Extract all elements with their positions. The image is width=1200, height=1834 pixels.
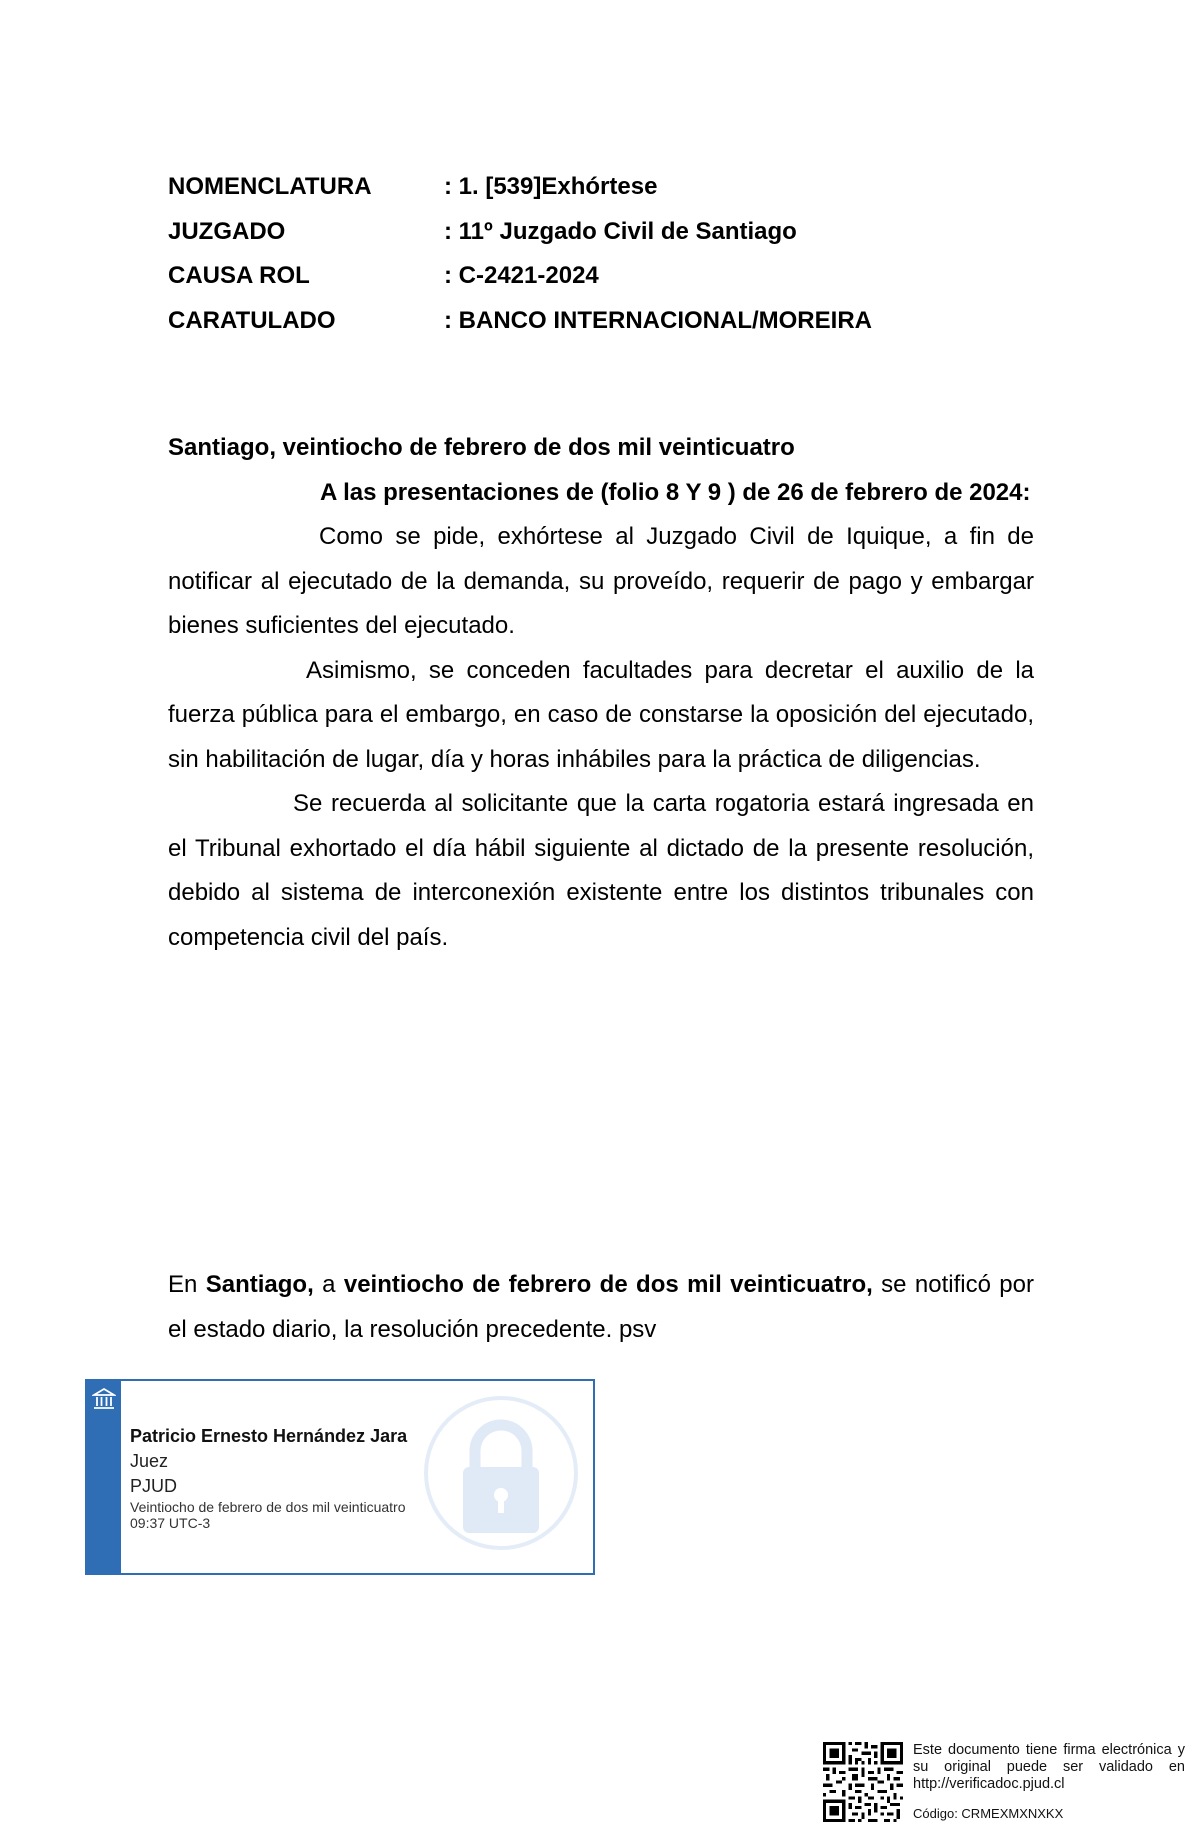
qr-code-icon [823,1742,903,1822]
header-value: : BANCO INTERNACIONAL/MOREIRA [444,306,872,334]
signer-role: Juez [130,1451,169,1471]
verification-code: Código: CRMEXMXNXKX [913,1806,1064,1821]
verification-note: Este documento tiene firma electrónica y su original puede ser validado en http://verificadoc.pjud.cl [913,1742,1185,1792]
header-value: : 1. [539]Exhórtese [444,173,658,201]
resolution-paragraph-2: Asimismo, se conceden facultades para decretar el auxilio de la fuerza pública para el embargo, en caso de constarse la oposición del ejecutado, sin habilitación de lugar, día y horas inhábiles para la práctica de diligencias. [168,656,1034,773]
header-label: NOMENCLATURA [168,173,372,201]
header-row-caratulado [168,299,1068,344]
resolution-date: Santiago, veintiocho de febrero de dos mil veinticuatro [168,434,795,461]
notification-middle: a [313,1271,344,1298]
signer-institution: PJUD [130,1476,178,1496]
notification-city: Santiago, [205,1271,314,1298]
electronic-signature-box [85,1379,595,1575]
signature-details [130,1423,407,1531]
notification-date: veintiocho de febrero de dos mil veinticuatro, [343,1271,873,1298]
header-row-nomenclatura [168,165,1068,210]
resolution-paragraph-3: Se recuerda al solicitante que la carta rogatoria estará ingresada en el Tribunal exhortado el día hábil siguiente al dictado de la presente resolución, debido al sistema de interconexión existente entre los distintos tribunales con competencia civil del país. [168,790,1034,951]
notification-paragraph [168,1262,1034,1352]
notification-suffix: se notificó por el estado diario, la resolución precedente. psv [168,1271,1034,1343]
resolution-body [168,426,1034,960]
notification-prefix: En [168,1271,206,1298]
signature-side-bar [87,1381,121,1573]
header-label: CARATULADO [168,306,336,334]
signature-date: Veintiocho de febrero de dos mil veinticuatro [130,1499,406,1515]
header-row-causa-rol [168,254,1068,299]
resolution-paragraph-1: Como se pide, exhórtese al Juzgado Civil de Iquique, a fin de notificar al ejecutado de la demanda, su proveído, requerir de pago y embargar bienes suficientes del ejecutado. [168,523,1034,639]
header-row-juzgado [168,210,1068,255]
header-label: JUZGADO [168,217,286,245]
header-value: : C-2421-2024 [444,262,599,290]
resolution-title: A las presentaciones de (folio 8 Y 9 ) de 26 de febrero de 2024: [320,478,1031,506]
header-value: : 11º Juzgado Civil de Santiago [444,217,797,245]
signature-time: 09:37 UTC-3 [130,1515,211,1531]
signer-name: Patricio Ernesto Hernández Jara [130,1426,408,1446]
lock-icon [421,1393,581,1553]
document-header [168,165,1068,343]
institution-icon [92,1387,116,1411]
header-label: CAUSA ROL [168,262,310,290]
